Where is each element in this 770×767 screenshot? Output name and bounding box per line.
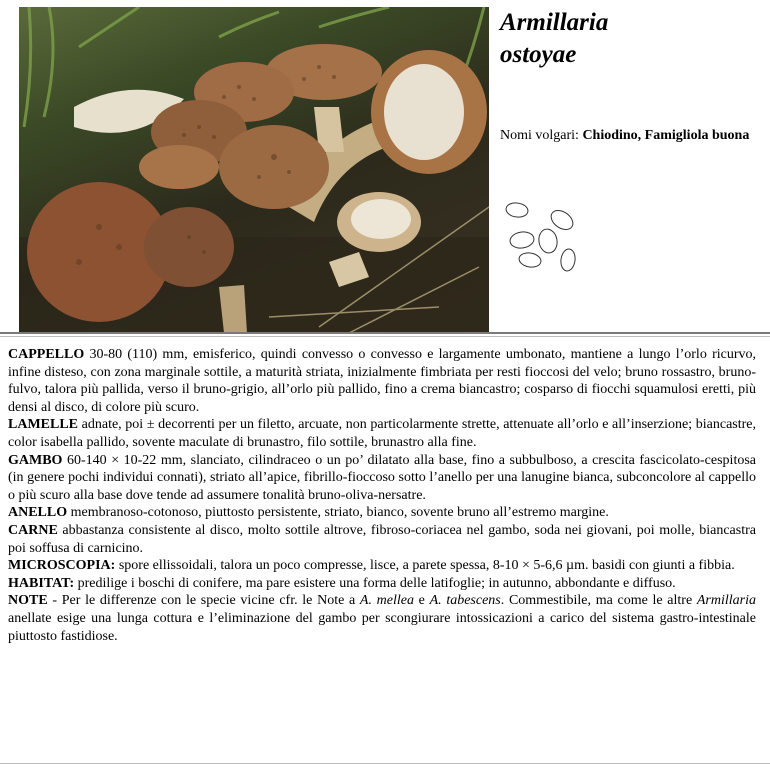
- section-text: e: [413, 593, 430, 609]
- section-text: membranoso-cotonoso, piuttosto persistente, striato, bianco, sovente bruno all’estremo margine.: [67, 505, 609, 521]
- mushroom-photo: [19, 7, 489, 333]
- section-note: [8, 592, 756, 645]
- section-habitat: [8, 575, 756, 593]
- spore-illustration: [500, 198, 590, 278]
- section-gambo: [8, 452, 756, 505]
- section-heading: MICROSCOPIA:: [8, 558, 116, 574]
- section-text: predilige i boschi di conifere, ma pare esistere una forma delle latifoglie; in autunno, abbondante e diffuso.: [74, 575, 676, 591]
- section-text: spore ellissoidali, talora un poco compresse, lisce, a parete spessa, 8-10 × 5-6,6 µm. basidi con giunti a fibbia.: [115, 558, 735, 574]
- section-divider-secondary: [0, 336, 770, 337]
- section-text: . Commestibile, ma come le altre: [500, 593, 697, 609]
- section-text: 60-140 × 10-22 mm, slanciato, cilindraceo o un po’ dilatato alla base, fino a subbulboso, a crescita fascicolato-cespitosa (in genere pochi individui connati), striato all’apice, fibrillo-fioccoso sotto l’anello per una lanugine bianca, subconcolore al cappello o più scuro alla base dove tende ad assumere tonalità bruno-oliva-nersatre.: [8, 452, 756, 503]
- section-heading: CAPPELLO: [8, 347, 85, 362]
- section-text: - Per le differenze con le specie vicine cfr. le Note a: [47, 593, 360, 609]
- common-names-value: Chiodino, Famigliola buona: [582, 128, 750, 143]
- common-names: [500, 127, 762, 145]
- section-cappello: [8, 346, 756, 416]
- section-carne: [8, 522, 756, 557]
- section-microscopia: [8, 557, 756, 575]
- section-heading: NOTE: [8, 593, 48, 609]
- section-heading: ANELLO: [8, 505, 68, 521]
- genus-name: Armillaria: [500, 9, 609, 36]
- species-epithet: ostoyae: [500, 41, 577, 68]
- section-heading: GAMBO: [8, 452, 63, 468]
- species-title: [500, 7, 760, 71]
- section-anello: [8, 504, 756, 522]
- bottom-border: [0, 763, 770, 764]
- genus-ref-armillaria: Armillaria: [696, 593, 756, 609]
- section-lamelle: [8, 416, 756, 451]
- section-divider: [0, 332, 770, 334]
- species-ref-mellea: A. mellea: [359, 593, 414, 609]
- section-text: abbastanza consistente al disco, molto sottile altrove, fibroso-coriacea nel gambo, soda nei giovani, poi molle, biancastra poi soffusa di carnicino.: [8, 522, 756, 556]
- section-text: 30-80 (110) mm, emisferico, quindi convesso o convesso e largamente umbonato, mantiene a lungo l’orlo ricurvo, infine disteso, con zona marginale sottile, a maturità striata, inizialmente fimbriata per resti fioccosi del velo; bruno rossastro, bruno-fulvo, talora più pallida, verso il bruno-grigio, all’orlo più pallido, fino a crema biancastro; cosparso di fiocchi squamulosi eretti, più densi al disco, di colore più scuro.: [8, 347, 756, 415]
- species-description: [8, 346, 756, 645]
- section-heading: CARNE: [8, 522, 58, 538]
- species-ref-tabescens: A. tabescens: [429, 593, 501, 609]
- section-heading: HABITAT:: [8, 575, 75, 591]
- section-text: anellate esige una lunga cottura e l’eliminazione del gambo per scongiurare intossicazioni a carico del sistema gastro-intestinale piuttosto fastidiose.: [8, 610, 756, 644]
- section-text: adnate, poi ± decorrenti per un filetto, arcuate, non particolarmente strette, attenuate all’orlo e all’inserzione; biancastre, color isabella pallido, sovente maculate di brunastro, filo sottile, brunastro alla fine.: [8, 417, 756, 450]
- common-names-label: Nomi volgari:: [500, 128, 579, 143]
- section-heading: LAMELLE: [8, 417, 79, 433]
